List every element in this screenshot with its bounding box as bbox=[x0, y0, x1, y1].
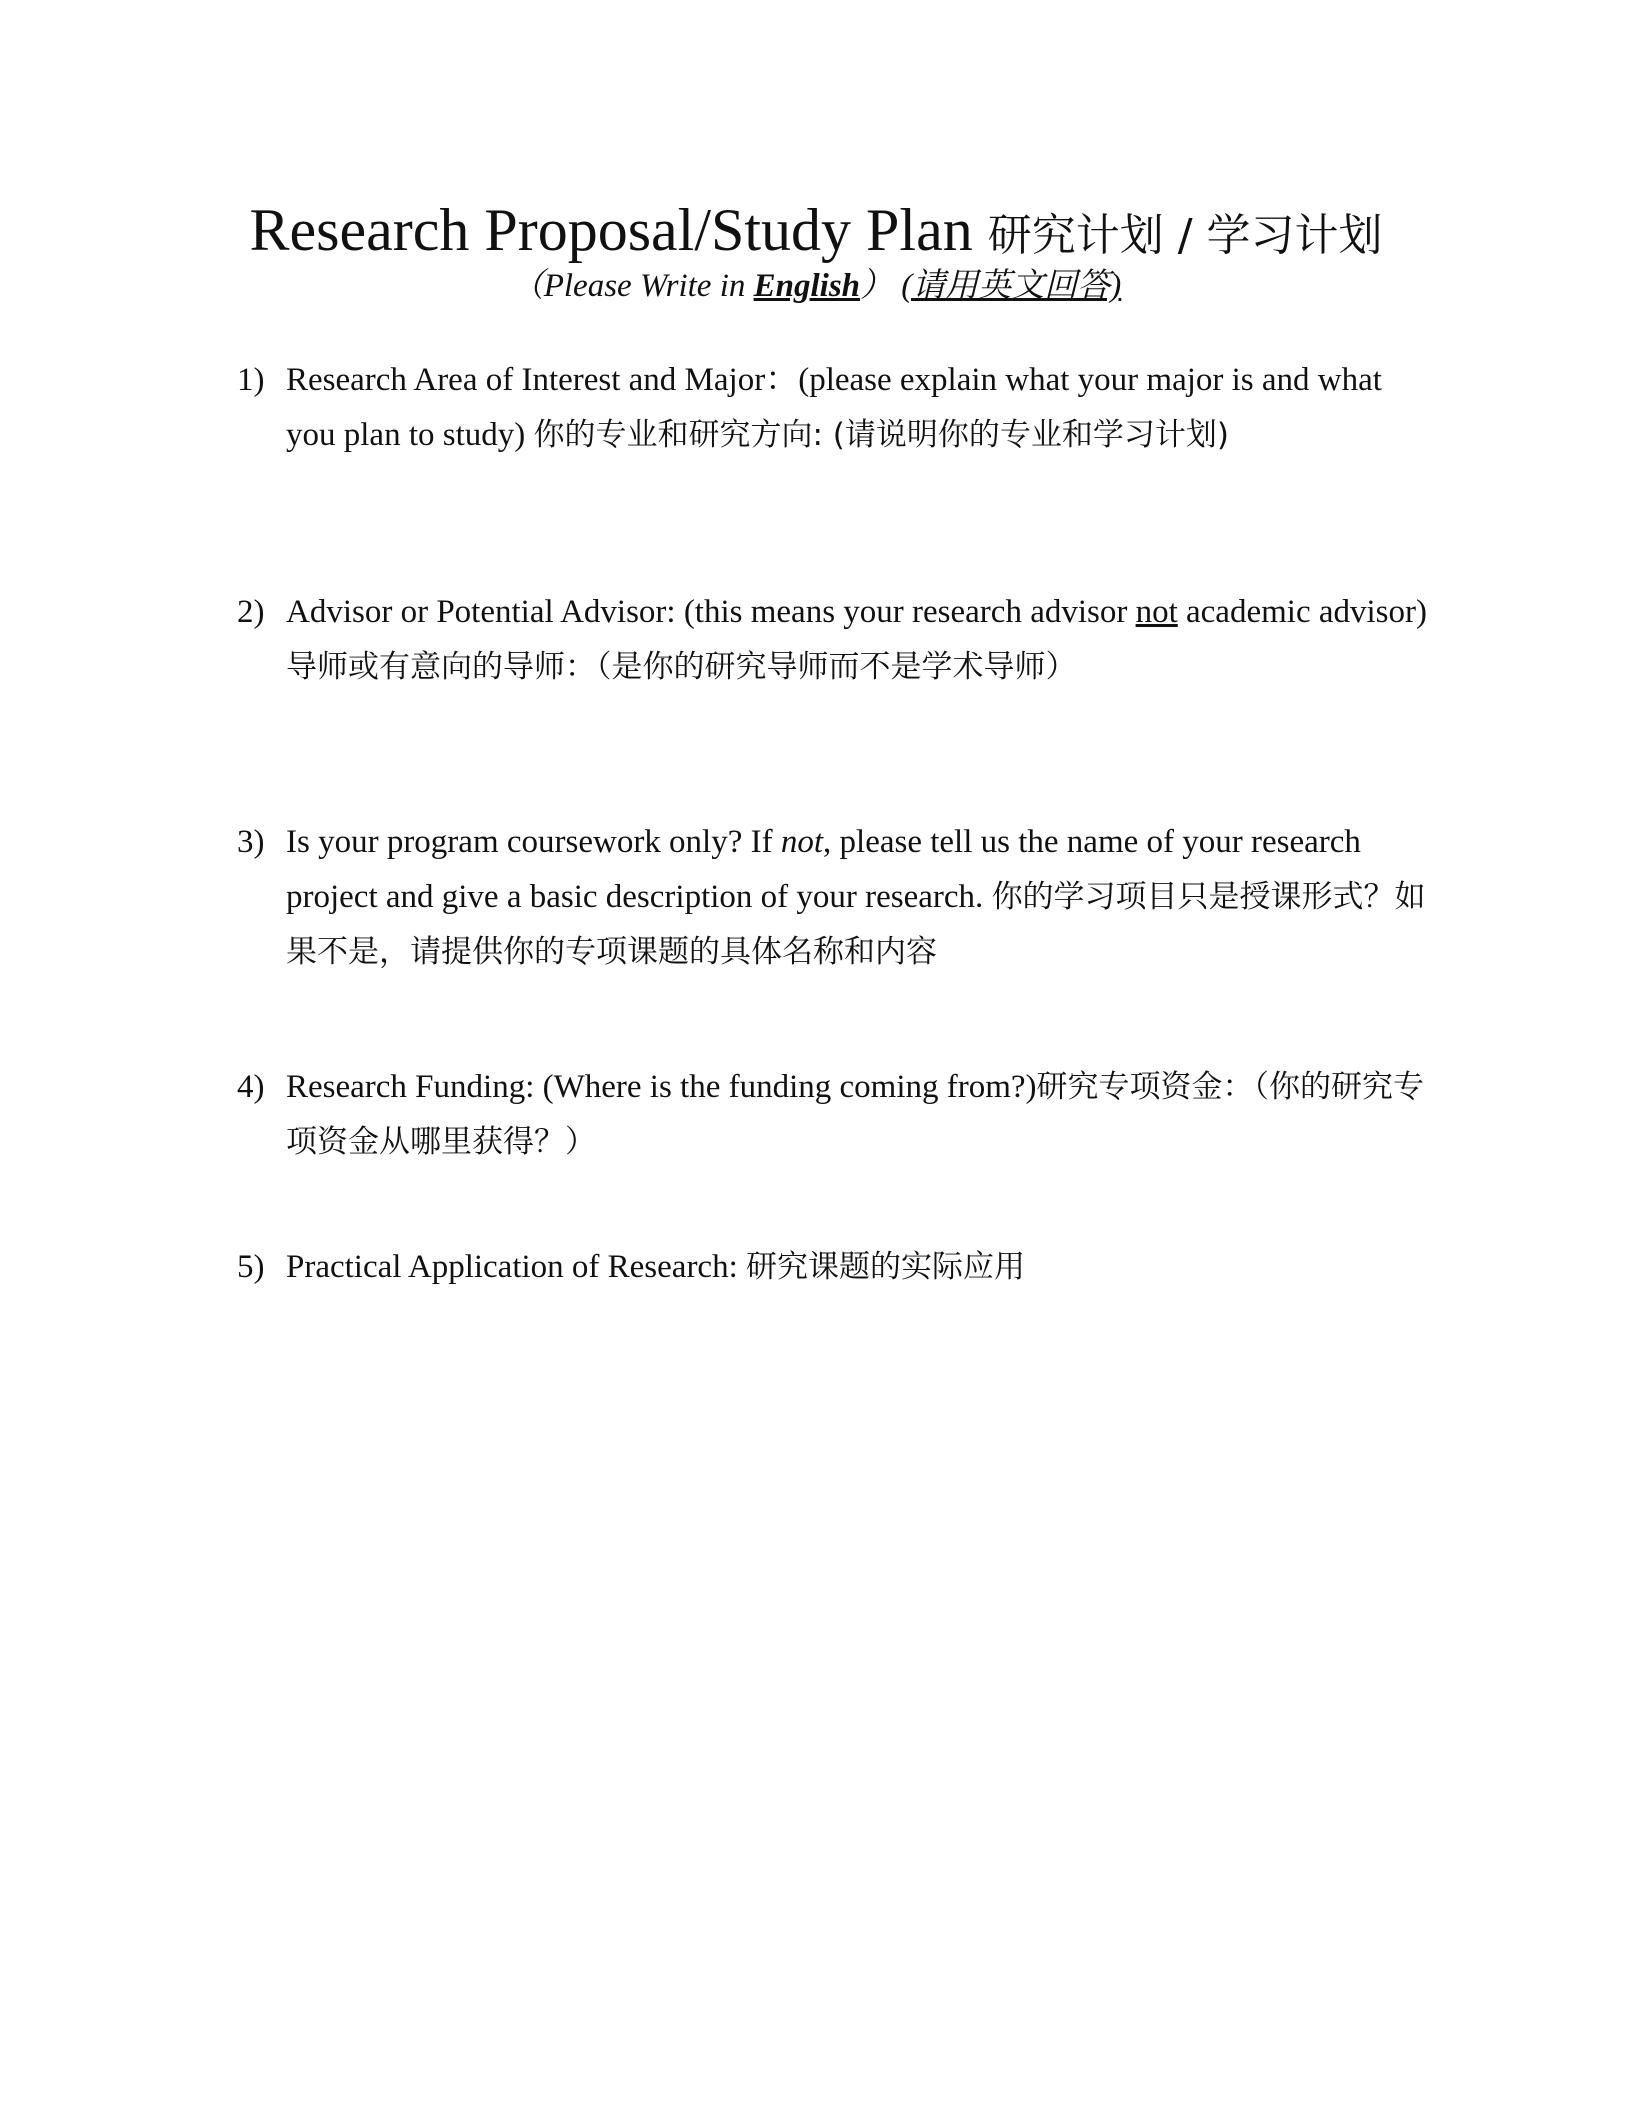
list-item bbox=[237, 585, 1427, 695]
item-english: Practical Application of Research: bbox=[286, 1249, 738, 1285]
item-english-underlined: not bbox=[1135, 594, 1178, 630]
list-item bbox=[237, 353, 1427, 463]
item-number: 2) bbox=[237, 594, 265, 630]
title-english: Research Proposal/Study Plan bbox=[249, 197, 973, 263]
item-english: Research Funding: (Where is the funding coming from?) bbox=[286, 1069, 1037, 1105]
item-english-before: Is your program coursework only? If bbox=[286, 824, 781, 860]
item-english-before: Advisor or Potential Advisor: (this means your research advisor bbox=[286, 594, 1136, 630]
item-text bbox=[286, 815, 1427, 980]
subtitle-english-word: English bbox=[753, 268, 861, 304]
item-english: Research Area of Interest and Major：(please explain what your major is and what you plan to study) bbox=[286, 362, 1382, 453]
page-subtitle bbox=[0, 262, 1632, 310]
item-chinese: 你的专业和研究方向: (请说明你的专业和学习计划) bbox=[533, 417, 1229, 453]
list-item bbox=[237, 1240, 1427, 1295]
item-number: 1) bbox=[237, 362, 265, 398]
item-chinese: 你的学习项目只是授课形式？如果不是，请提供你的专项课题的具体名称和内容 bbox=[286, 879, 1426, 970]
subtitle-close: ） bbox=[860, 268, 894, 304]
item-text bbox=[286, 1060, 1427, 1170]
item-english-after: , please tell us the name of your research project and give a basic description of your research. bbox=[286, 824, 1361, 915]
item-chinese: 研究课题的实际应用 bbox=[746, 1249, 1026, 1285]
title-chinese: 研究计划 / 学习计划 bbox=[987, 210, 1383, 261]
subtitle-open: （Please Write in bbox=[510, 268, 754, 304]
item-text bbox=[286, 1240, 1427, 1295]
item-chinese: 研究专项资金：（你的研究专项资金从哪里获得？） bbox=[286, 1069, 1425, 1160]
item-english-after: academic advisor) bbox=[1177, 594, 1427, 630]
item-text bbox=[286, 585, 1427, 695]
item-number: 5) bbox=[237, 1249, 265, 1285]
item-number: 3) bbox=[237, 824, 265, 860]
item-chinese: 导师或有意向的导师：（是你的研究导师而不是学术导师） bbox=[286, 649, 1077, 685]
subtitle-chinese-note: (请用英文回答) bbox=[901, 268, 1122, 304]
list-item bbox=[237, 815, 1427, 980]
list-item bbox=[237, 1060, 1427, 1170]
item-english-italic: not bbox=[780, 824, 824, 860]
item-text bbox=[286, 353, 1427, 463]
item-number: 4) bbox=[237, 1069, 265, 1105]
